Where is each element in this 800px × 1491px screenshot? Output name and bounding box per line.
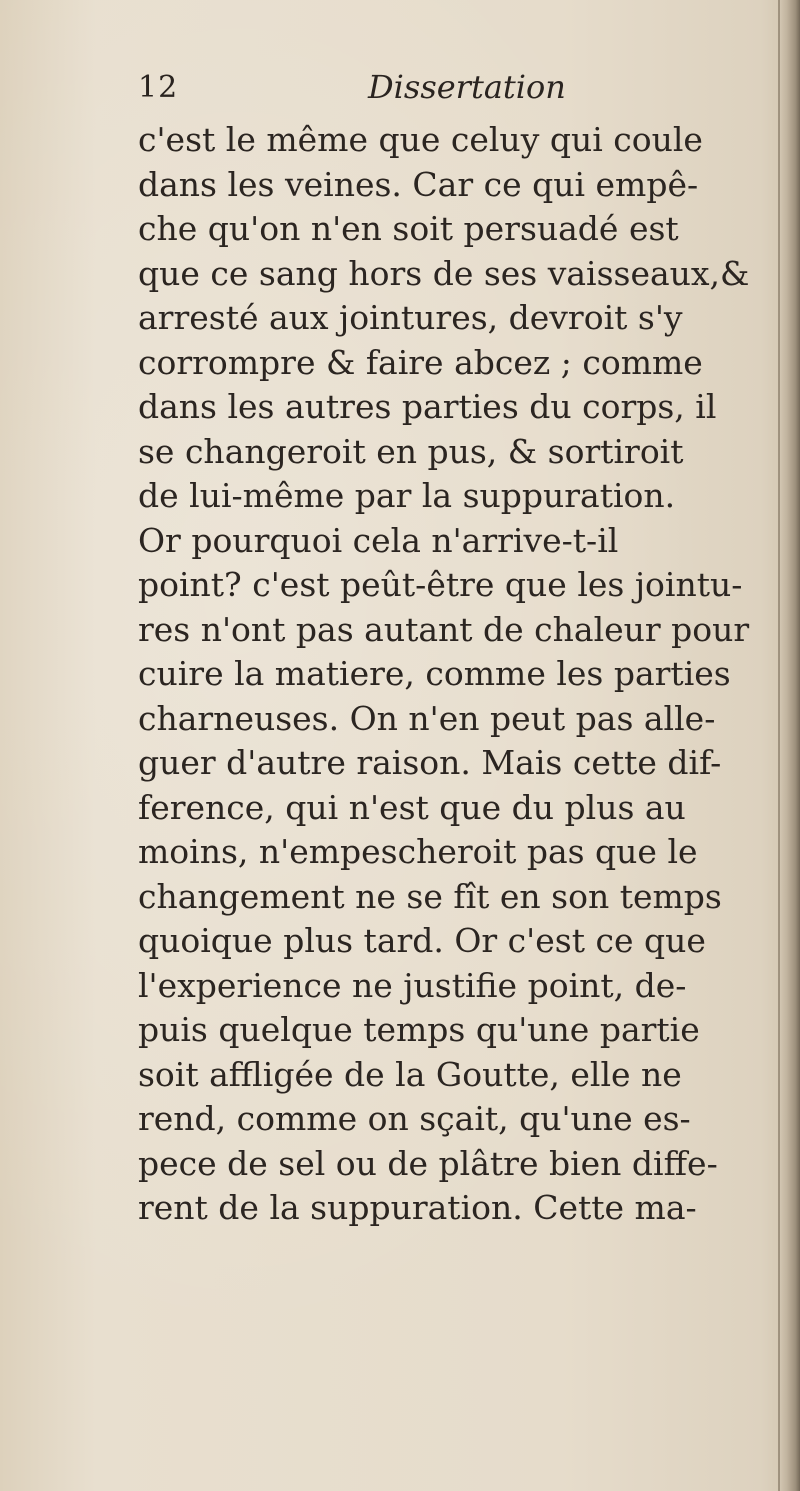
text-line: puis quelque temps qu'une partie xyxy=(138,1010,700,1049)
text-line: soit affligée de la Goutte, elle ne xyxy=(138,1054,682,1094)
text-line: de lui-même par la suppuration. xyxy=(138,476,676,515)
text-line: se changeroit en pus, & sortiroit xyxy=(138,431,684,471)
text-line: point? c'est peût-être que les jointu- xyxy=(138,565,743,604)
text-line: l'experience ne justifie point, de- xyxy=(138,965,687,1005)
text-line: Or pourquoi cela n'arrive-t-il xyxy=(138,520,619,560)
text-line: ference, qui n'est que du plus au xyxy=(138,787,686,827)
text-line: rend, comme on sçait, qu'une es- xyxy=(138,1099,691,1138)
text-line: corrompre & faire abcez ; comme xyxy=(138,342,703,382)
text-line: quoique plus tard. Or c'est ce que xyxy=(138,921,706,960)
page-number: 12 xyxy=(138,70,179,105)
page-edge-shadow xyxy=(778,0,800,1491)
text-line: que ce sang hors de ses vaisseaux,& xyxy=(138,253,750,293)
text-line: guer d'autre raison. Mais cette dif- xyxy=(138,743,722,782)
text-line: moins, n'empescheroit pas que le xyxy=(138,832,698,871)
text-line: changement ne se fît en son temps xyxy=(138,876,722,916)
text-line: dans les autres parties du corps, il xyxy=(138,387,717,426)
text-line: pece de sel ou de plâtre bien diffe- xyxy=(138,1143,718,1183)
running-head: Dissertation xyxy=(368,68,566,106)
text-line: arresté aux jointures, devroit s'y xyxy=(138,298,683,337)
text-line: che qu'on n'en soit persuadé est xyxy=(138,209,679,248)
text-line: charneuses. On n'en peut pas alle- xyxy=(138,698,716,738)
text-line: res n'ont pas autant de chaleur pour xyxy=(138,609,750,649)
text-line: c'est le même que celuy qui coule xyxy=(138,120,703,159)
text-line: rent de la suppuration. Cette ma- xyxy=(138,1188,697,1227)
text-line: cuire la matiere, comme les parties xyxy=(138,654,731,693)
text-line: dans les veines. Car ce qui empê- xyxy=(138,164,699,204)
page-header xyxy=(138,70,738,120)
body-text xyxy=(138,118,788,1231)
